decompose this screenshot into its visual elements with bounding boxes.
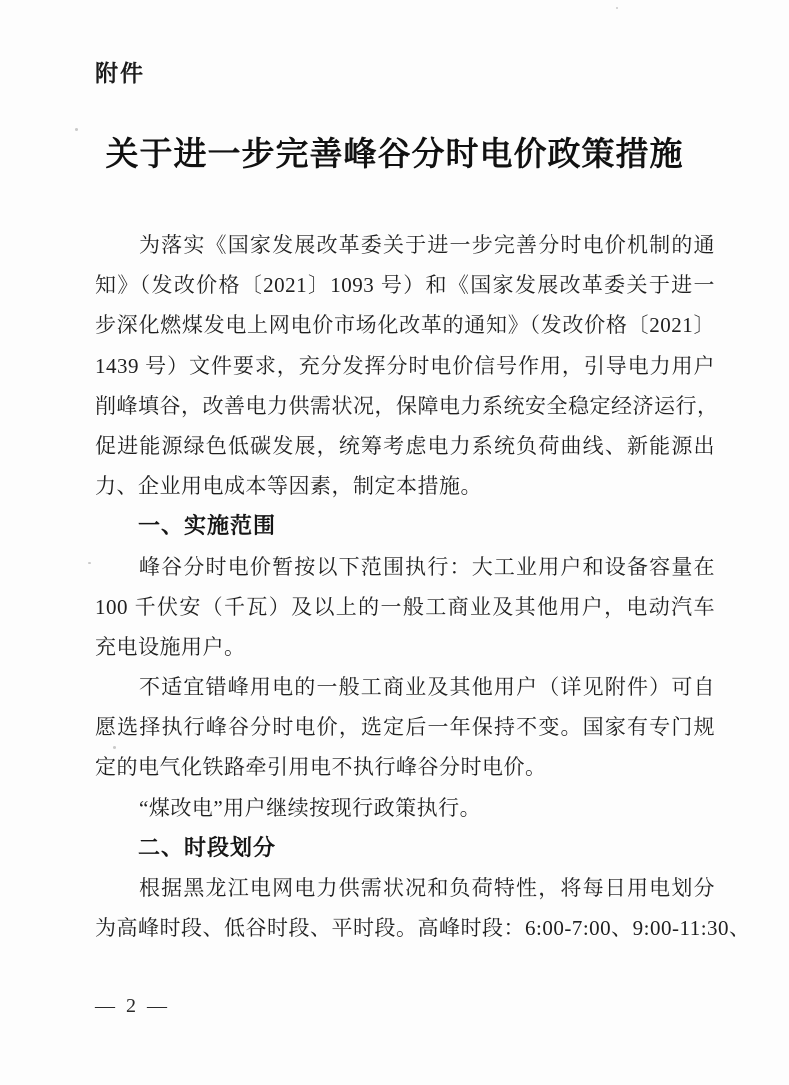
body-line: 步深化燃煤发电上网电价市场化改革的通知》（发改价格〔2021〕 <box>95 313 715 338</box>
paragraph-voluntary <box>95 667 715 788</box>
body-line: 不适宜错峰用电的一般工商业及其他用户（详见附件）可自 <box>139 675 715 700</box>
paragraph-intro <box>95 225 719 506</box>
body-line: 为落实《国家发展改革委关于进一步完善分时电价机制的通 <box>139 233 715 257</box>
body-line: 力、企业用电成本等因素，制定本措施。 <box>95 474 482 499</box>
body-line: 促进能源绿色低碳发展，统筹考虑电力系统负荷曲线、新能源出 <box>95 433 715 458</box>
paragraph-coal-to-electric <box>95 788 715 828</box>
body-line: 削峰填谷，改善电力供需状况，保障电力系统安全稳定经济运行， <box>95 393 719 418</box>
section-heading-scope: 一、实施范围 <box>138 513 277 539</box>
body-line: 知》（发改价格〔2021〕1093 号）和《国家发展改革委关于进一 <box>95 273 715 298</box>
body-line: 愿选择执行峰谷分时电价，选定后一年保持不变。国家有专门规 <box>95 715 715 740</box>
body-line: 1439 号）文件要求，充分发挥分时电价信号作用，引导电力用户 <box>95 353 715 378</box>
body-line: 为高峰时段、低谷时段、平时段。高峰时段：6:00-7:00、9:00-11:30、 <box>95 916 751 941</box>
body-line: 充电设施用户。 <box>95 634 246 659</box>
scan-speck <box>616 7 618 9</box>
attachment-label: 附件 <box>95 60 145 86</box>
body-line: 根据黑龙江电网电力供需状况和负荷特性，将每日用电划分 <box>139 876 715 900</box>
section-heading-time-periods: 二、时段划分 <box>138 834 277 860</box>
paragraph-scope <box>95 547 715 668</box>
scan-speck <box>88 562 91 564</box>
page-number: — 2 — <box>95 995 170 1017</box>
body-line: 100 千伏安（千瓦）及以上的一般工商业及其他用户，电动汽车 <box>95 594 715 619</box>
body-line: “煤改电”用户继续按现行政策执行。 <box>139 795 482 820</box>
document-body <box>95 225 751 948</box>
body-line: 峰谷分时电价暂按以下范围执行：大工业用户和设备容量在 <box>139 554 715 579</box>
document-title: 关于进一步完善峰谷分时电价政策措施 <box>105 137 684 173</box>
body-line: 定的电气化铁路牵引用电不执行峰谷分时电价。 <box>95 755 547 780</box>
paragraph-time-periods <box>95 868 751 948</box>
